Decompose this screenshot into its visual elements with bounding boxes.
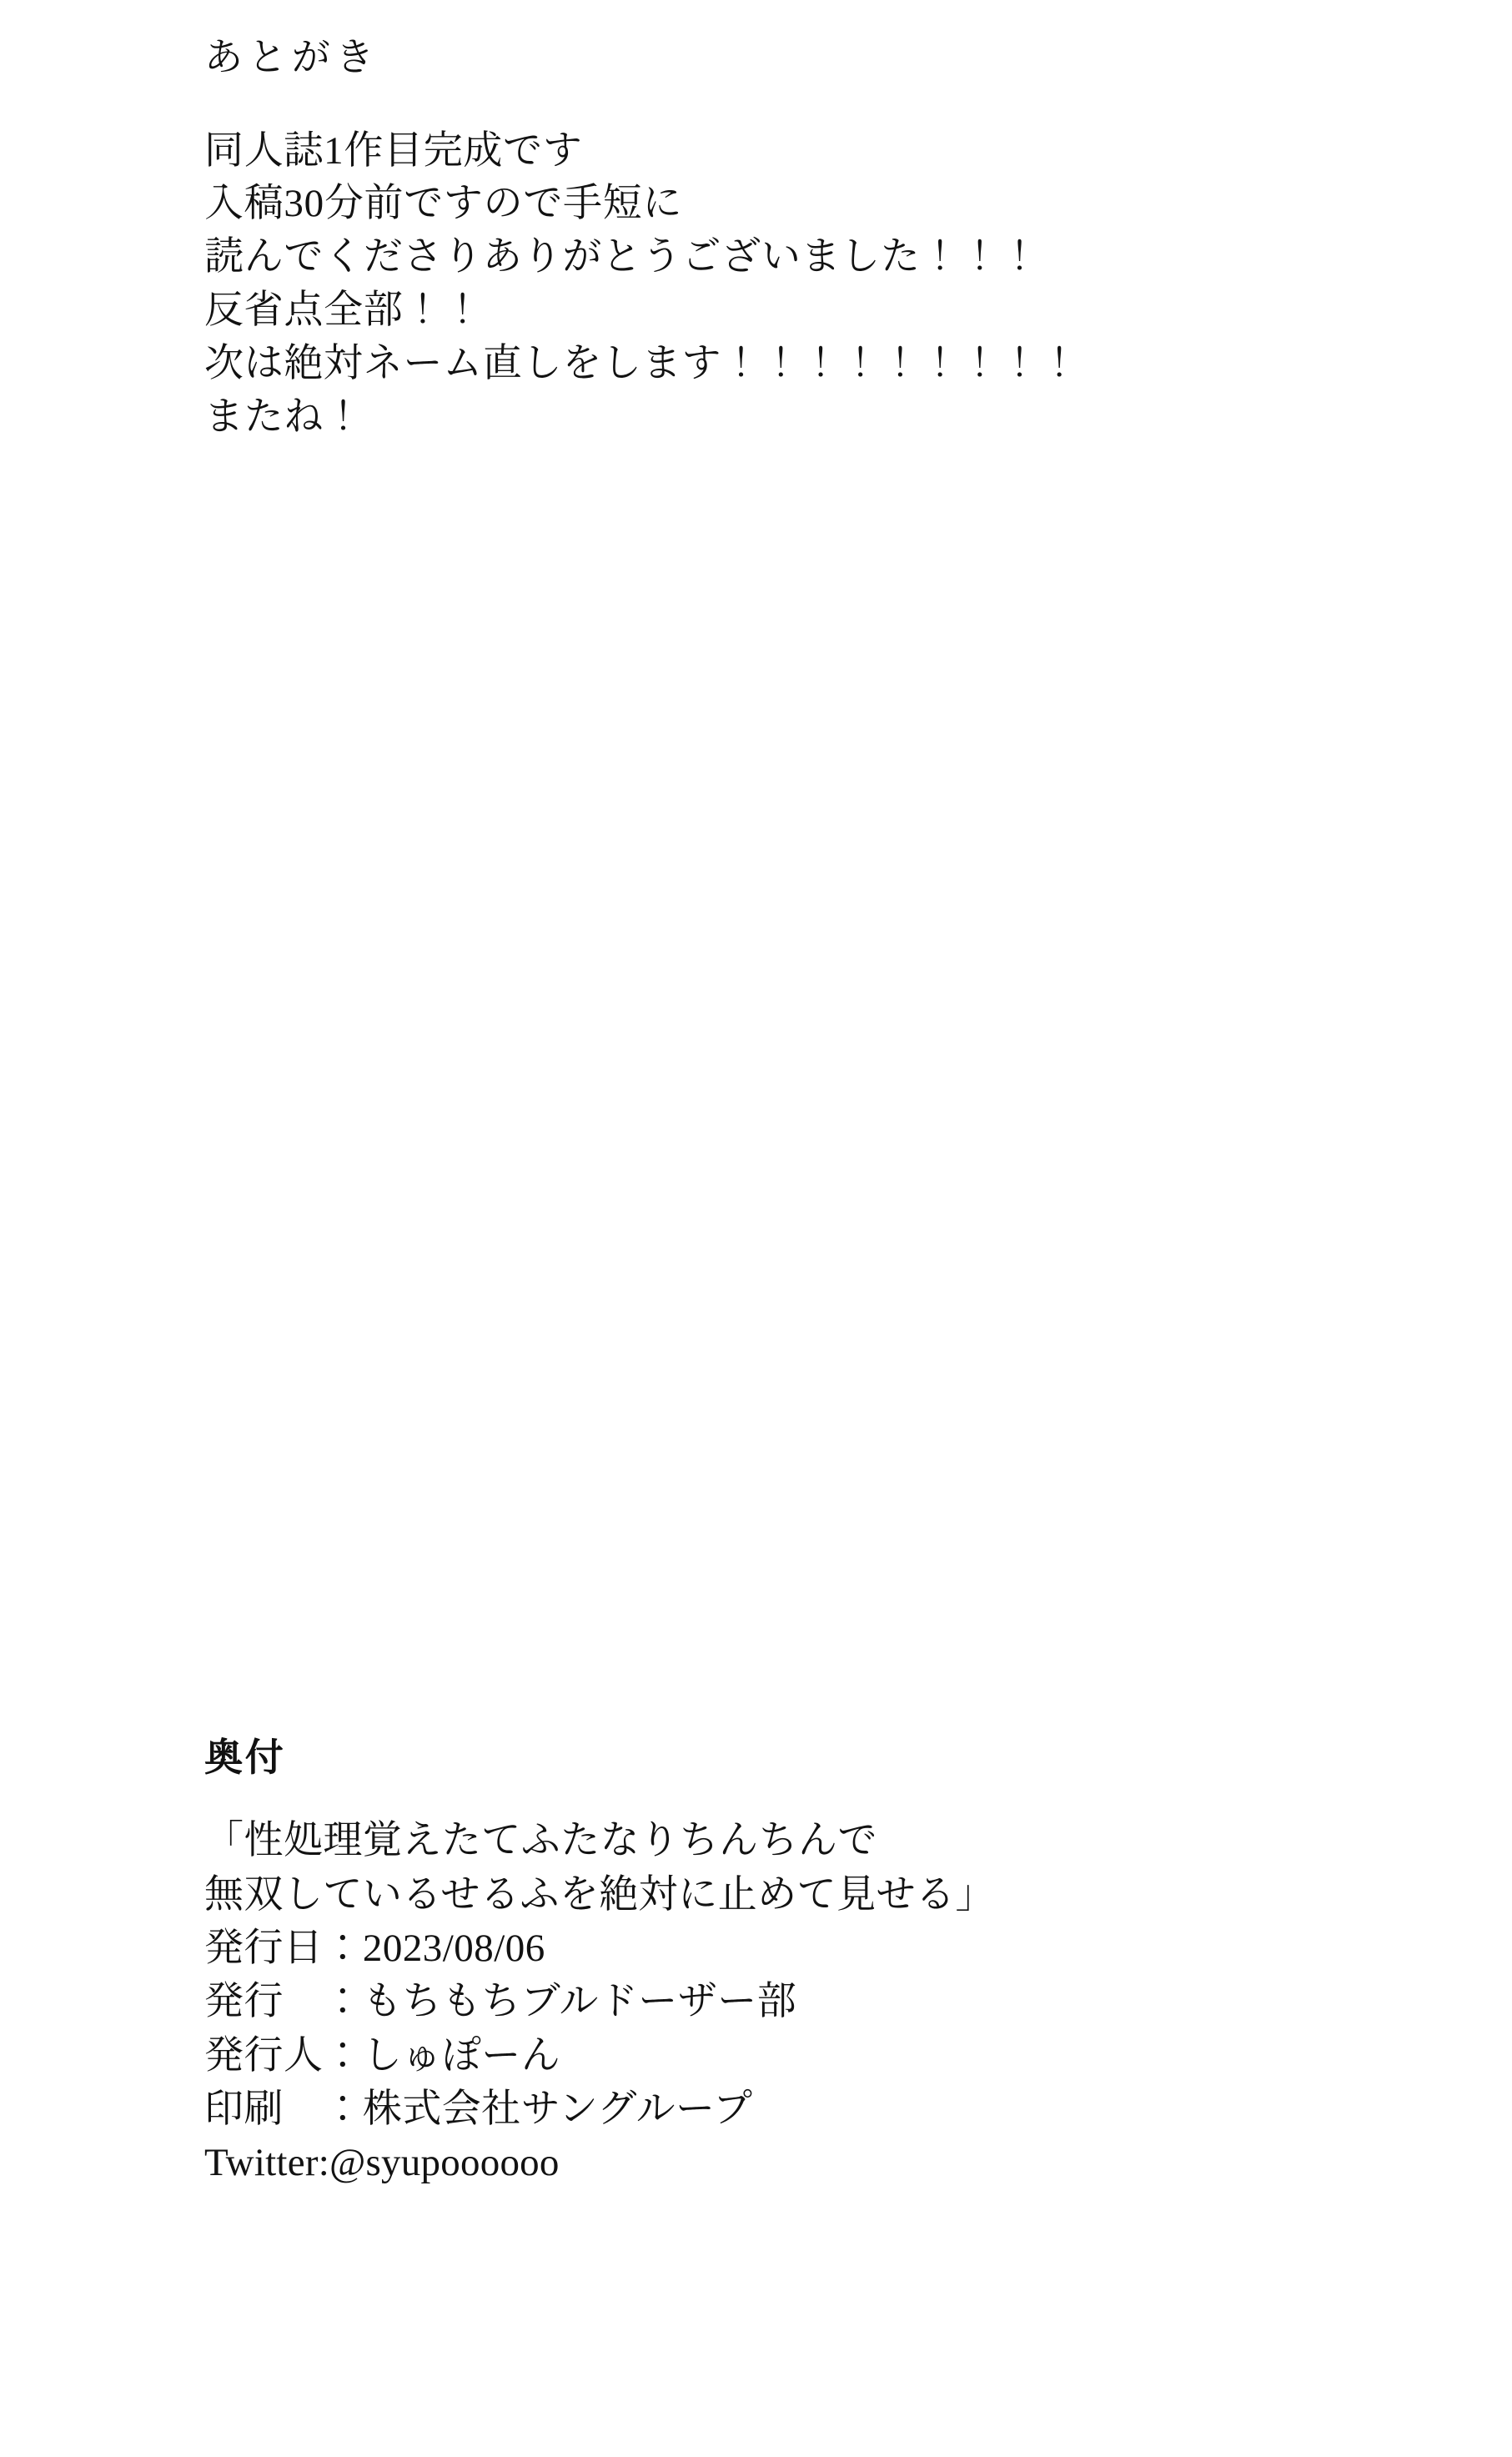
colophon-publish-date: 発行日：2023/08/06: [204, 1926, 545, 1970]
afterword-body: [204, 125, 1414, 445]
colophon-body: [204, 1814, 1439, 2190]
afterword-section: [204, 33, 1414, 445]
colophon-title-line: 「性処理覚えたてふたなりちんちんで: [204, 1819, 877, 1863]
afterword-line: 次は絶対ネーム直しをします！！！！！！！！！: [204, 342, 1080, 386]
afterword-heading: あとがき: [204, 36, 379, 78]
afterword-line: 入稿30分前ですので手短に: [204, 182, 683, 226]
colophon-title-line: 無双しているせるふを絶対に止めて見せる」: [204, 1872, 995, 1917]
colophon-heading: 奥付: [204, 1736, 286, 1779]
colophon-publisher: 発行 ：もちもちブルドーザー部: [204, 1980, 797, 2024]
afterword-line: 読んでくださりありがとうございました！！！: [204, 235, 1040, 279]
colophon-section: [204, 1735, 1439, 2190]
afterword-line: またね！: [204, 395, 364, 440]
colophon-publisher-person: 発行人：しゅぽーん: [204, 2033, 561, 2078]
colophon-printer: 印刷 ：株式会社サングループ: [204, 2088, 753, 2132]
afterword-line: 反省点全部！！: [204, 289, 483, 333]
afterword-line: 同人誌1作目完成です: [204, 128, 583, 173]
colophon-twitter-handle: Twitter:@syupoooooo: [204, 2141, 560, 2185]
